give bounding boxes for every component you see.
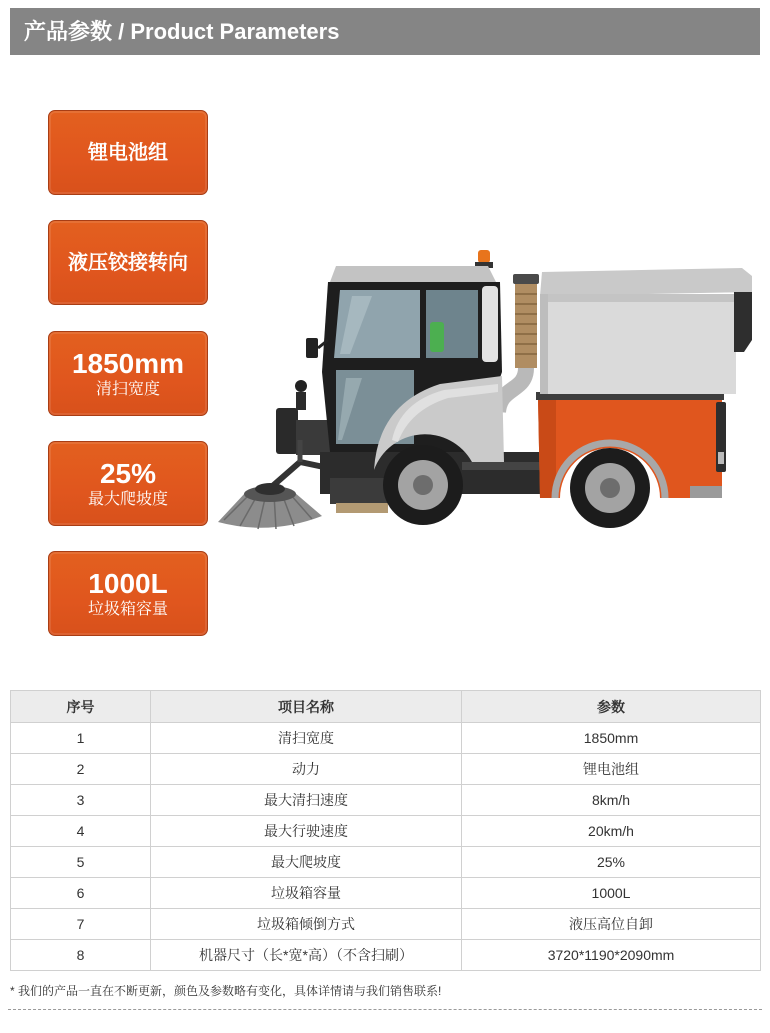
- dashed-divider: [8, 1009, 762, 1010]
- table-header-row: [11, 691, 761, 723]
- table-row: [11, 723, 761, 754]
- table-row: [11, 940, 761, 971]
- product-image: [210, 238, 760, 538]
- cell-item: 最大行驶速度: [151, 816, 462, 847]
- cell-item: 最大清扫速度: [151, 785, 462, 816]
- sweeper-hopper: [540, 268, 752, 394]
- sweeper-side-brush: [218, 483, 322, 529]
- spec-table: [10, 690, 761, 971]
- sweeper-rear-wheel: [570, 448, 650, 528]
- table-row: [11, 785, 761, 816]
- cell-value: 1850mm: [462, 723, 761, 754]
- feature-box-sweep-width: [48, 331, 208, 416]
- section-title: 产品参数 / Product Parameters: [24, 19, 340, 44]
- cell-value: 3720*1190*2090mm: [462, 940, 761, 971]
- column-header-value: 参数: [462, 691, 761, 723]
- footnote: * 我们的产品一直在不断更新，颜色及参数略有变化，具体详情请与我们销售联系!: [10, 984, 442, 998]
- cell-value: 液压高位自卸: [462, 909, 761, 940]
- cell-value: 8km/h: [462, 785, 761, 816]
- sweeper-suction-pipe: [498, 274, 539, 412]
- table-row: [11, 909, 761, 940]
- cell-value: 20km/h: [462, 816, 761, 847]
- cell-item: 垃圾箱容量: [151, 878, 462, 909]
- cell-no: 7: [11, 909, 151, 940]
- cell-item: 最大爬坡度: [151, 847, 462, 878]
- section-header: [10, 8, 760, 55]
- feature-label: 液压铰接转向: [68, 251, 188, 274]
- cell-item: 垃圾箱倾倒方式: [151, 909, 462, 940]
- cell-item: 机器尺寸（长*宽*高）（不含扫刷）: [151, 940, 462, 971]
- cell-value: 1000L: [462, 878, 761, 909]
- feature-box-hopper-capacity: [48, 551, 208, 636]
- table-row: [11, 816, 761, 847]
- feature-value: 25%: [99, 457, 157, 489]
- cell-item: 清扫宽度: [151, 723, 462, 754]
- cell-value: 锂电池组: [462, 754, 761, 785]
- cell-no: 2: [11, 754, 151, 785]
- feature-label: 锂电池组: [88, 141, 168, 164]
- cell-value: 25%: [462, 847, 761, 878]
- table-row: [11, 878, 761, 909]
- cell-no: 5: [11, 847, 151, 878]
- feature-label: 清扫宽度: [95, 380, 160, 398]
- feature-value: 1850mm: [71, 347, 185, 379]
- column-header-no: 序号: [11, 691, 151, 723]
- cell-no: 8: [11, 940, 151, 971]
- cell-item: 动力: [151, 754, 462, 785]
- table-row: [11, 847, 761, 878]
- feature-box-battery: [48, 110, 208, 195]
- feature-label: 垃圾箱容量: [87, 600, 168, 618]
- beacon-light: [478, 250, 490, 263]
- cell-no: 1: [11, 723, 151, 754]
- sweeper-front-wheel: [383, 445, 463, 525]
- feature-label: 最大爬坡度: [87, 490, 168, 508]
- cell-no: 4: [11, 816, 151, 847]
- cell-no: 6: [11, 878, 151, 909]
- feature-box-steering: [48, 220, 208, 305]
- feature-value: 1000L: [88, 567, 168, 599]
- feature-box-gradeability: [48, 441, 208, 526]
- table-row: [11, 754, 761, 785]
- column-header-item: 项目名称: [151, 691, 462, 723]
- cell-no: 3: [11, 785, 151, 816]
